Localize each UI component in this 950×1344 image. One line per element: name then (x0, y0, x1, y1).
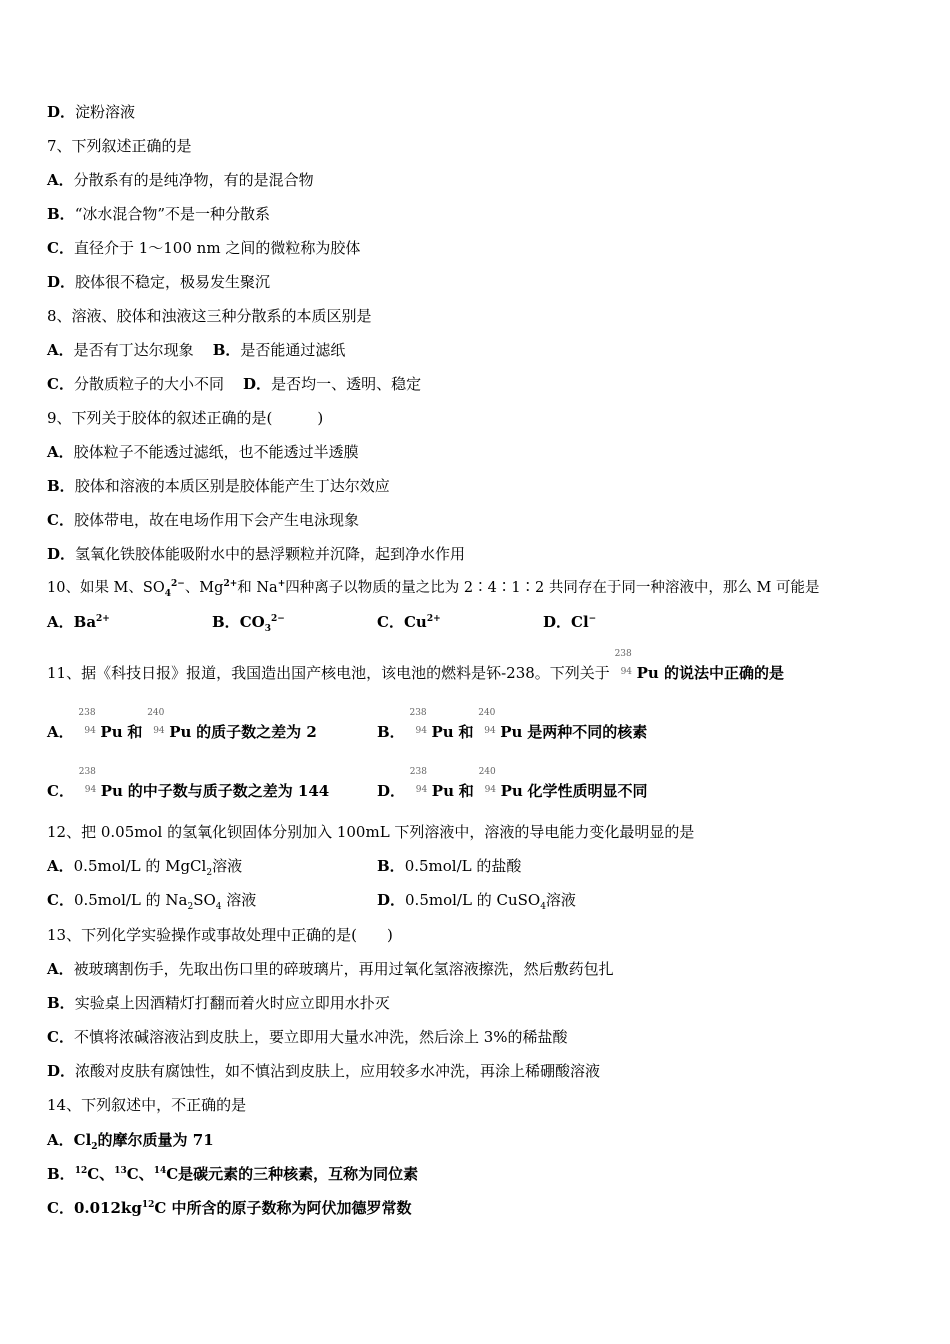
option-label: B． (47, 994, 75, 1012)
option-label: C． (377, 613, 404, 631)
option-text: 淀粉溶液 (75, 103, 136, 121)
option-text: 实验桌上因酒精灯打翻而着火时应立即用水扑灭 (74, 994, 390, 1012)
q7-option-a (47, 170, 314, 190)
separator: 、 (99, 1165, 115, 1183)
nuclide-symbol (78, 767, 101, 796)
q11-option-c (47, 767, 330, 801)
mass-number: 238 (614, 649, 632, 659)
option-text: 化学性质明显不同 (527, 782, 648, 800)
option-text: 溶液 (545, 891, 576, 909)
option-label: B． (377, 723, 405, 741)
option-text: 分散系有的是纯净物，有的是混合物 (73, 171, 314, 189)
q12-option-c (47, 890, 256, 910)
atomic-number: 94 (415, 726, 427, 736)
option-text: CO (239, 613, 265, 631)
element-symbol: Pu (500, 723, 523, 741)
option-text: 0.5mol/L 的 Na (73, 891, 188, 909)
option-text: 胶体粒子不能透过滤纸，也不能透过半透膜 (73, 443, 359, 461)
nuclide-symbol (78, 708, 100, 737)
superscript: 2+ (223, 579, 238, 590)
subscript: 4 (215, 902, 222, 912)
option-label: D． (377, 891, 406, 909)
option-text: 0.5mol/L 的盐酸 (404, 857, 522, 875)
subscript: 2 (91, 1142, 98, 1152)
mass-number: 240 (478, 708, 496, 718)
option-label: D． (543, 613, 572, 631)
option-text: 的摩尔质量为 71 (97, 1131, 214, 1149)
nuclide-symbol (147, 708, 169, 737)
option-text: Cu (403, 613, 427, 631)
option-text: 溶液 (212, 857, 243, 875)
option-label: C． (47, 511, 74, 529)
option-text: 是否均一、透明、稳定 (271, 375, 422, 393)
atomic-number: 94 (84, 785, 97, 795)
option-text: 溶液 (221, 891, 257, 909)
option-text: 是否有丁达尔现象 (73, 341, 194, 359)
separator: 、 (138, 1165, 154, 1183)
mass-number: 238 (78, 767, 96, 777)
mass-number: 240 (478, 767, 496, 777)
option-text: 和 (458, 782, 474, 800)
q9-stem: 9、下列关于胶体的叙述正确的是( ) (47, 409, 324, 427)
option-label: B． (47, 205, 75, 223)
superscript: 13 (114, 1166, 127, 1176)
element-symbol: Pu (100, 723, 123, 741)
superscript: 2− (171, 579, 185, 590)
q12-stem: 12、把 0.05mol 的氢氧化钡固体分别加入 100mL 下列溶液中，溶液的导电能力变化最明显的是 (47, 823, 695, 841)
atomic-number: 94 (84, 726, 96, 736)
option-label: A． (47, 1131, 74, 1149)
option-text: 和 (458, 723, 474, 741)
superscript: 2+ (426, 614, 441, 624)
option-label: A． (47, 341, 74, 359)
option-text: 是碳元素的三种核素，互称为同位素 (178, 1165, 419, 1183)
mass-number: 240 (147, 708, 165, 718)
mass-number: 238 (409, 708, 427, 718)
q8-options-ab (47, 340, 345, 360)
option-label: C． (47, 1199, 74, 1217)
q14-stem: 14、下列叙述中，不正确的是 (47, 1096, 247, 1114)
element-symbol: C (126, 1165, 139, 1183)
option-text: Ba (73, 613, 97, 631)
option-label: A． (47, 613, 74, 631)
option-label: C． (47, 1028, 74, 1046)
option-text: 胶体很不稳定，极易发生聚沉 (75, 273, 271, 291)
option-label: B． (212, 613, 240, 631)
q9-option-d (47, 544, 465, 564)
nuclide-symbol (478, 767, 501, 796)
q8-options-cd (47, 374, 421, 394)
q11-option-a (47, 708, 317, 742)
option-label: D． (47, 545, 76, 563)
mass-number: 238 (78, 708, 96, 718)
nuclide-symbol (409, 767, 432, 796)
q10-stem-part: 10、如果 M、SO (47, 580, 165, 596)
q7-option-c (47, 238, 360, 258)
option-text: Cl (571, 613, 589, 631)
option-text: 浓酸对皮肤有腐蚀性，如不慎沾到皮肤上，应用较多水冲洗，再涂上稀硼酸溶液 (75, 1062, 601, 1080)
q11-stem (47, 649, 784, 683)
element-symbol: Pu (500, 782, 523, 800)
option-label: B． (377, 857, 405, 875)
superscript: 2− (270, 614, 285, 624)
atomic-number: 94 (153, 726, 165, 736)
option-text: “冰水混合物”不是一种分散系 (74, 205, 271, 223)
option-label: A． (47, 857, 74, 875)
element-symbol: Pu (169, 723, 192, 741)
subscript: 4 (540, 902, 546, 912)
option-label: D． (47, 1062, 76, 1080)
superscript: − (588, 614, 597, 624)
subscript: 3 (264, 624, 271, 634)
q9-option-c (47, 510, 359, 530)
q8-stem: 8、溶液、胶体和浊液这三种分散系的本质区别是 (47, 307, 372, 325)
option-label: A． (47, 960, 74, 978)
q13-option-a (47, 959, 614, 979)
option-text: 的质子数之差为 2 (196, 723, 317, 741)
q13-option-b (47, 993, 390, 1013)
q10-stem (47, 578, 819, 598)
q10-stem-part: 和 Na (237, 580, 278, 596)
superscript: 14 (153, 1166, 167, 1176)
nuclide-symbol (409, 708, 431, 737)
q13-stem: 13、下列化学实验操作或事故处理中正确的是( ) (47, 926, 393, 944)
subscript: 2 (206, 868, 213, 878)
option-text: 0.5mol/L 的 CuSO (405, 891, 541, 909)
atomic-number: 94 (620, 667, 633, 677)
q7-option-b (47, 204, 270, 224)
option-text: 分散质粒子的大小不同 (73, 375, 224, 393)
option-label: C． (47, 891, 74, 909)
option-text: C 中所含的原子数称为阿伏加德罗常数 (154, 1199, 412, 1217)
element-symbol: C (87, 1165, 100, 1183)
q13-option-d (47, 1061, 600, 1081)
option-text: 胶体带电，故在电场作用下会产生电泳现象 (73, 511, 359, 529)
option-label: C． (47, 239, 74, 257)
q10-stem-part: 四种离子以物质的量之比为 2∶4∶1∶2 共同存在于同一种溶液中，那么 M 可能是 (285, 580, 820, 596)
option-label: A． (47, 723, 74, 741)
atomic-number: 94 (484, 785, 497, 795)
superscript: 12 (74, 1166, 88, 1176)
option-label: B． (47, 477, 75, 495)
option-text: 胶体和溶液的本质区别是胶体能产生丁达尔效应 (74, 477, 390, 495)
q11-option-b (377, 708, 648, 742)
option-text: 直径介于 1～100 nm 之间的微粒称为胶体 (73, 239, 361, 257)
option-label: C． (47, 782, 74, 800)
q10-option-b (212, 612, 285, 632)
option-text: 是否能通过滤纸 (240, 341, 346, 359)
q10-option-c (377, 612, 441, 632)
mass-number: 238 (409, 767, 427, 777)
q11-option-d (377, 767, 648, 801)
option-text: 是两种不同的核素 (527, 723, 648, 741)
q13-option-c (47, 1027, 568, 1047)
q7-option-d (47, 272, 270, 292)
superscript: + (277, 579, 286, 590)
q6-option-d (47, 102, 135, 122)
option-label: D． (47, 273, 76, 291)
atomic-number: 94 (484, 726, 496, 736)
q14-option-b (47, 1164, 418, 1184)
nuclide-symbol (614, 649, 637, 678)
q14-option-a (47, 1130, 214, 1150)
subscript: 2 (187, 902, 194, 912)
element-symbol: Pu (431, 782, 454, 800)
q10-stem-part: 、Mg (184, 580, 224, 596)
option-label: D． (243, 375, 272, 393)
option-text: 和 (127, 723, 143, 741)
q14-option-c (47, 1198, 412, 1218)
option-label: B． (212, 341, 241, 359)
option-text: SO (193, 891, 216, 909)
option-text: 0.012kg (73, 1199, 142, 1217)
element-symbol: C (166, 1165, 179, 1183)
element-symbol: Pu (431, 723, 454, 741)
option-text: 不慎将浓碱溶液沾到皮肤上，要立即用大量水冲洗，然后涂上 3%的稀盐酸 (73, 1028, 568, 1046)
option-label: C． (47, 375, 74, 393)
superscript: 12 (141, 1200, 155, 1210)
option-label: A． (47, 443, 74, 461)
superscript: 2+ (96, 614, 110, 624)
atomic-number: 94 (415, 785, 428, 795)
q12-option-d (377, 890, 576, 910)
q11-stem-part: 11、据《科技日报》报道，我国造出国产核电池，该电池的燃料是钚-238。下列关于 (47, 664, 610, 682)
subscript: 4 (164, 588, 171, 599)
q7-stem: 7、下列叙述正确的是 (47, 137, 192, 155)
q10-option-a (47, 612, 110, 632)
option-text: 被玻璃割伤手，先取出伤口里的碎玻璃片，再用过氧化氢溶液擦洗，然后敷药包扎 (73, 960, 614, 978)
option-text: 0.5mol/L 的 MgCl (73, 857, 207, 875)
q9-option-b (47, 476, 390, 496)
nuclide-symbol (478, 708, 500, 737)
option-label: D． (47, 103, 76, 121)
q12-option-b (377, 856, 521, 876)
q11-stem-part: Pu 的说法中正确的是 (636, 664, 784, 682)
option-label: D． (377, 782, 406, 800)
q10-option-d (543, 612, 596, 632)
option-text: Cl (73, 1131, 92, 1149)
q9-option-a (47, 442, 359, 462)
option-text: 氢氧化铁胶体能吸附水中的悬浮颗粒并沉降，起到净水作用 (75, 545, 466, 563)
option-label: B． (47, 1165, 75, 1183)
q12-option-a (47, 856, 242, 876)
element-symbol: Pu (100, 782, 123, 800)
option-text: 的中子数与质子数之差为 144 (127, 782, 330, 800)
option-label: A． (47, 171, 74, 189)
